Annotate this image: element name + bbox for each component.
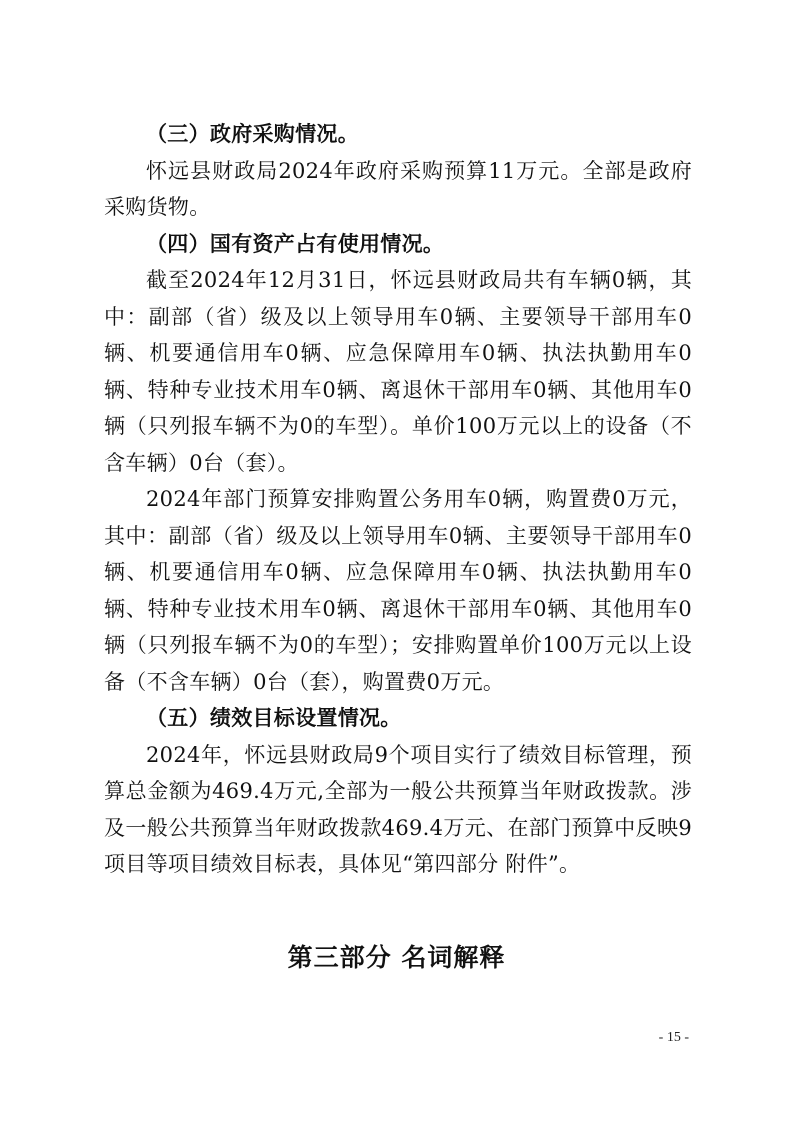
paragraph-procurement: 怀远县财政局2024年政府采购预算11万元。全部是政府采购货物。 <box>104 158 692 219</box>
paragraph-vehicles-held: 截至2024年12月31日，怀远县财政局共有车辆0辆，其中：副部（省）级及以上领导用车0辆、主要领导干部用车0辆、机要通信用车0辆、应急保障用车0辆、执法执勤用车0辆、特种专业技术用车0辆、离退休干部用车0辆、其他用车0辆（只列报车辆不为0的车型）。单价100万元以上的设备（不含车辆）0台（套）。 <box>104 268 692 475</box>
section-heading-state-assets: （四）国有资产占有使用情况。 <box>146 231 445 256</box>
part-title: 第三部分 名词解释 <box>287 943 506 972</box>
paragraph-performance-goals: 2024年，怀远县财政局9个项目实行了绩效目标管理，预算总金额为469.4万元,全部为一般公共预算当年财政拨款。涉及一般公共预算当年财政拨款469.4万元、在部门预算中反映9项目等项目绩效目标表，具体见“第四部分 附件”。 <box>104 742 692 876</box>
section-heading-procurement: （三）政府采购情况。 <box>146 122 359 146</box>
paragraph-vehicles-purchase: 2024年部门预算安排购置公务用车0辆，购置费0万元，其中：副部（省）级及以上领导用车0辆、主要领导干部用车0辆、机要通信用车0辆、应急保障用车0辆、执法执勤用车0辆、特种专业技术用车0辆、离退休干部用车0辆、其他用车0辆（只列报车辆不为0的车型）；安排购置单价100万元以上设备（不含车辆）0台（套），购置费0万元。 <box>104 487 692 694</box>
page-number: - 15 - <box>658 1030 689 1045</box>
section-heading-performance-goals: （五）绩效目标设置情况。 <box>146 706 402 730</box>
page-content <box>104 116 692 883</box>
